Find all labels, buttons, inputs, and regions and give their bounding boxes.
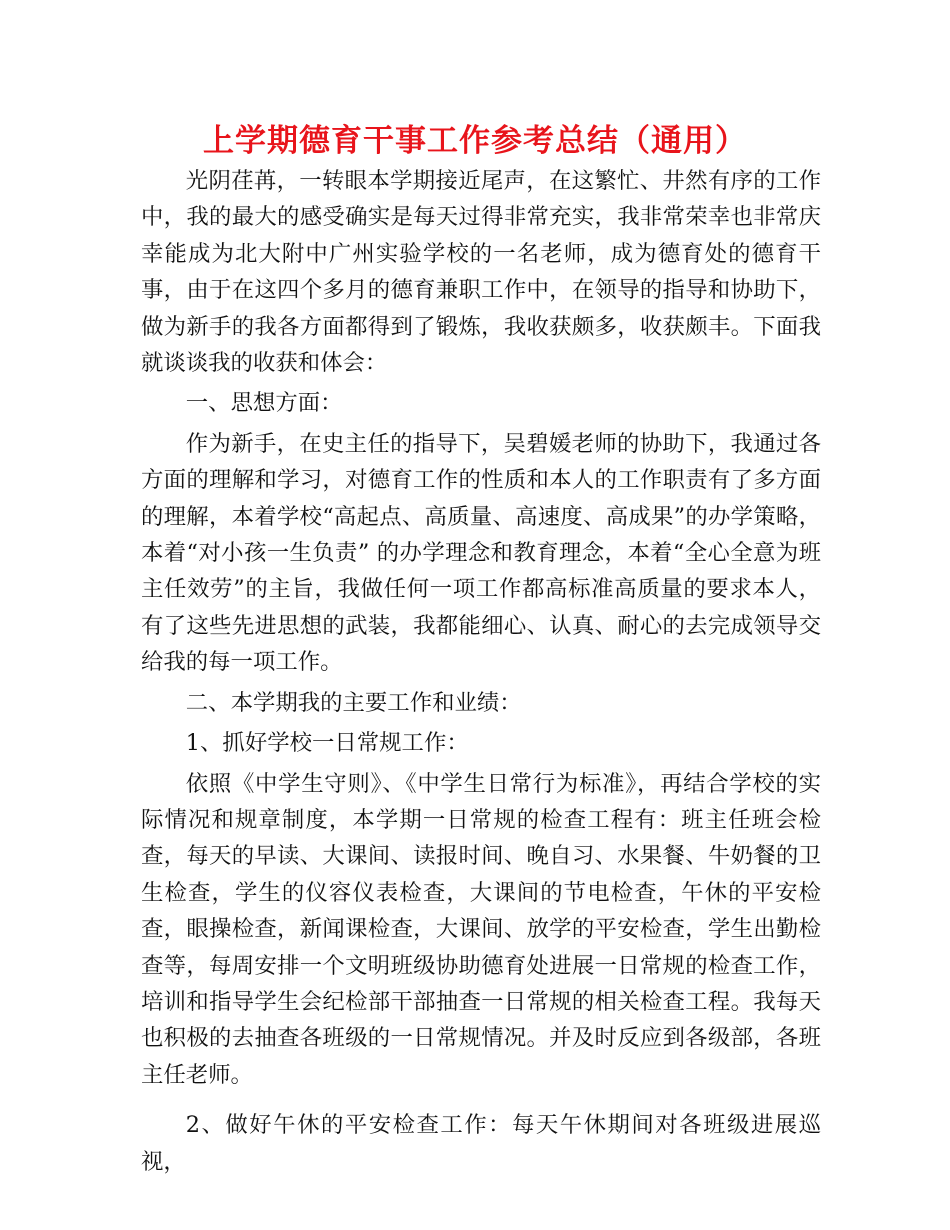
- document-title: 上学期德育干事工作参考总结（通用）: [203, 123, 747, 159]
- document-body: [141, 163, 821, 1184]
- heading-work: 二、本学期我的主要工作和业绩：: [185, 689, 522, 716]
- paragraph-daily-routine: 依照《中学生守则》、《中学生日常行为标准》，再结合学校的实际情况和规章制度，本学期一日常规的检查工程有：班主任班会检查，每天的早读、大课间、读报时间、晚自习、水果餐、牛奶餐的卫生检查，学生的仪容仪表检查，大课间的节电检查，午休的平安检查，眼操检查，新闻课检查，大课间、放学的平安检查，学生出勤检查等，每周安排一个文明班级协助德育处进展一日常规的检查工作，培训和指导学生会纪检部干部抽查一日常规的相关检查工程。我每天也积极的去抽查各班级的一日常规情况。并及时反应到各级部，各班主任老师。: [141, 770, 821, 1088]
- subheading-daily-routine: 1、抓好学校一日常规工作：: [185, 730, 469, 757]
- paragraph-thought: 作为新手，在史主任的指导下，吴碧媛老师的协助下，我通过各方面的理解和学习，对德育工作的性质和本人的工作职责有了多方面的理解，本着学校“高起点、高质量、高速度、高成果”的办学策略， 本着“对小孩一生负责” 的办学理念和教育理念，本着“全心全意为班主任效劳”的主旨，我做任何一项工作都高标准高质量的要求本人，有了这些先进思想的武装，我都能细心、认真、耐心的去完成领导交给我的每一项工作。: [141, 430, 821, 676]
- paragraph-intro: 光阴荏苒，一转眼本学期接近尾声，在这繁忙、井然有序的工作中，我的最大的感受确实是每天过得非常充实，我非常荣幸也非常庆幸能成为北大附中广州实验学校的一名老师，成为德育处的德育干事，由于在这四个多月的德育兼职工作中，在领导的指导和协助下，做为新手的我各方面都得到了锻炼，我收获颇多，收获颇丰。下面我就谈谈我的收获和体会：: [141, 168, 821, 377]
- heading-thought: 一、思想方面：: [185, 390, 343, 417]
- paragraph-noon-safety: 2、做好午休的平安检查工作：每天午休期间对各班级进展巡视，: [141, 1112, 821, 1175]
